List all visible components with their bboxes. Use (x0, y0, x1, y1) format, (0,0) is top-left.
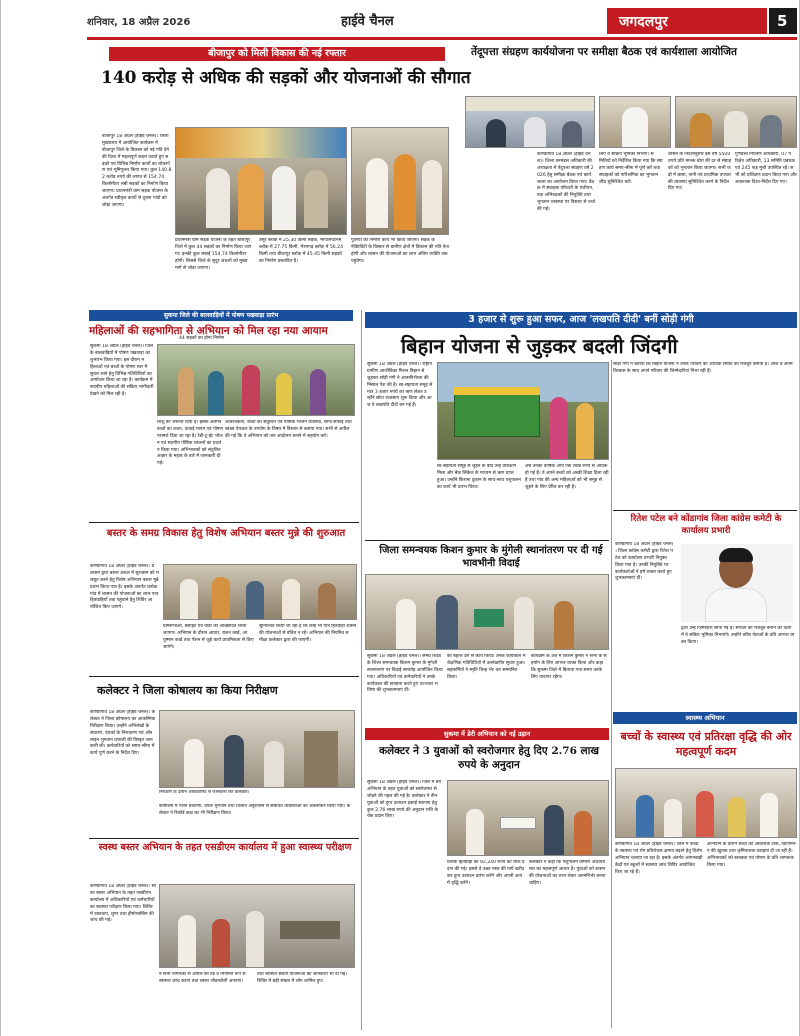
s10-headline: कलेक्टर ने 3 युवाओं को स्वरोजगार हेतु दिए 2.76 लाख रुपये के अनुदान (378, 745, 599, 772)
s8-portrait (681, 544, 793, 622)
s1-footer: 44 सड़कों का होगा निर्माण (179, 336, 225, 341)
s3-col2: शिशु की जरूरत दिया है। इसके अंतर्गत बच्चों का वजन, ऊंचाई मापन एवं पोषण परामर्श दिया जा रहा है। रेडी-टू-ईट भोजन एवं स्थानीय पौष्टिक व्यंजनों का प्रदर्शन किया गया। अभिभावकों को संतुलित आहार के महत्व के बारे में जानकारी दी गई। (157, 420, 223, 467)
s5-photo (159, 710, 355, 788)
s8-rule (613, 510, 797, 511)
s7-col2: की बेहतर ढंग से कार्य किया। उनके कार्यकाल में शैक्षणिक गतिविधियों में उल्लेखनीय सुधार हुआ। सहकर्मियों ने स्मृति चिन्ह भेंट कर सम्मानित किया। (447, 654, 526, 680)
masthead-title: हाईवे चैनल (341, 14, 394, 29)
masthead-rule (87, 37, 797, 40)
s2-col1: कोण्डागांव 18 अप्रैल (हाईवे चैनल)। जिला वनमंडल अधिकारी की अध्यक्षता में तेंदूपत्ता संग्रहण वर्ष 2026 हेतु समीक्षा बैठक एवं कार्यशाला का आयोजन किया गया। बैठक में संग्राहक परिवारों के पंजीयन, फड़ अभिरक्षकों की नियुक्ति तथा भुगतान व्यवस्था पर विस्तार से चर्चा की गई। (537, 152, 595, 213)
s1-banner-graphic (176, 128, 347, 158)
s3-photo (157, 344, 355, 416)
s1-col4: पुलियों का निर्माण कार्य भी किया जाएगा। सड़क कनेक्टिविटी के विस्तार से ग्रामीण क्षेत्रों में विकास की गति तेज होगी और शासन की योजनाओं का लाभ अंतिम व्यक्ति तक पहुंचेगा। (351, 238, 449, 264)
s2-col2: लिए वे सक्रिय भूमिका निभाएं। समितियों को निर्देशित किया गया कि संग्रहण कार्य समय-सीमा में पूर्ण करें तथा संग्राहकों को पारिश्रमिक का भुगतान शीघ्र सुनिश्चित करें। (599, 152, 663, 185)
s5-headline: कलेक्टर ने जिला कोषालय का किया निरीक्षण (97, 684, 278, 697)
s3-col3: आवश्यकता, बच्चों की संतुलित एवं पौष्टिक भोजन व्यवस्था, साफ-सफाई तथा स्वच्छ पेयजल के उपयोग के विषय में विस्तार से बताया गया। सभी से अपील की गई कि वे अभियान को जन आंदोलन बनाने में सहयोग करें। (225, 420, 352, 439)
masthead-page-number: 5 (777, 12, 788, 30)
s5-col2: कोषालय में पेंशन प्रकरणों, देयक भुगतान तथा वित्तीय अनुशासन से संबंधित व्यवस्थाओं का अवलोकन किया गया। कलेक्टर ने रिकॉर्ड कक्ष का भी निरीक्षण किया। (159, 804, 351, 816)
s11-col3: तथा स्वास्थ्य संबंधी योजनाओं की जानकारी भी दी गई। शिविर में बड़ी संख्या में लोग शामिल हुए। (257, 972, 347, 984)
s1-col3: उसूर ब्लॉक में 25.30 किमी सड़क, भोपालपटनम ब्लॉक में 27.75 किमी, भैरमगढ़ ब्लॉक में 56.24 किमी तथा बीजापुर ब्लॉक में 45.45 किमी सड़कों का निर्माण प्रस्तावित है। (259, 238, 344, 264)
s10-col3: कलेक्टर ने कहा कि पशुपालन ग्रामीण अर्थव्यवस्था का महत्वपूर्ण आधार है। युवाओं को शासन की योजनाओं का लाभ लेकर आत्मनिर्भर बनना चाहिए। (529, 860, 606, 886)
s10-col2: प्रत्येक हितग्राही को 92,240 रुपये की राशि प्रदान की गई। इससे वे उन्नत नस्ल की गायें खरीदकर दुग्ध उत्पादन प्रारंभ करेंगे और अपनी आय में वृद्धि करेंगे। (447, 860, 525, 886)
s9-col1: कोण्डागांव 18 अप्रैल (हाईवे चैनल)। जिले में बच्चों के स्वास्थ्य एवं रोग प्रतिरोधक क्षमता बढ़ाने हेतु विशेष अभियान चलाया जा रहा है। इसके अंतर्गत आंगनबाड़ी केंद्रों एवं स्कूलों में स्वास्थ्य जांच शिविर आयोजित किए जा रहे हैं। (615, 842, 703, 875)
s4-rule (89, 522, 359, 523)
s8-headline: रितेश पटेल बने कोंडागांव जिला कांग्रेस कमेटी के कार्यालय प्रभारी (630, 514, 782, 536)
s6-headline: बिहान योजना से जुड़कर बदली जिंदगी (401, 334, 678, 358)
s4-col2: ग्रामसभाओं, बसाहट एवं वार्डों को आच्छादित किया जाएगा। अभियान के दौरान आधार, राशन कार्ड, आयुष्मान कार्ड तथा पेंशन से जुड़े कार्य प्राथमिकता से किए जाएंगे। (163, 624, 254, 650)
s9-photo (615, 768, 797, 838)
s1-col2: प्रधानमंत्री ग्राम सड़क योजना के तहत बीजापुर जिले में कुल 44 सड़कों का निर्माण किया जाएगा। इनकी कुल लंबाई 154.74 किलोमीटर होगी। जिससे जिले के सुदूर अंचलों को मुख्य मार्ग से जोड़ा जाएगा। (175, 238, 252, 271)
s2-headline: तेंदूपत्ता संग्रहण कार्ययोजना पर समीक्षा बैठक एवं कार्यशाला आयोजित (471, 46, 737, 58)
s8-col2: द्वारा उन्हें जिम्मेदारी सौंपी गई है। संगठन को मजबूत बनाने की दिशा में वे सक्रिय भूमिका निभाएंगे। उन्होंने वरिष्ठ नेताओं के प्रति आभार व्यक्त किया। (681, 626, 795, 645)
s4-col1: कोण्डागांव 18 अप्रैल (हाईवे चैनल)। प्रशासन द्वारा बस्तर अंचल में सुशासन को मजबूत करने हेतु विशेष अभियान बस्तर मुन्ने प्रारंभ किया गया है। इसके अंतर्गत प्रत्येक गांव में शासन की योजनाओं का लाभ पात्र हितग्राहियों तक पहुंचाने हेतु शिविर आयोजित किए जाएंगे। (90, 564, 159, 611)
s1-photo (175, 127, 347, 235)
s2-photo-right (675, 96, 797, 148)
s1-strap: बीजापुर को मिली विकास की नई रफ्तार (109, 47, 445, 61)
column-divider-right (611, 360, 612, 1028)
s7-col3: कार्यक्रम के अंत में किशन कुमार ने सभी के सहयोग के लिए आभार व्यक्त किया और कहा कि सुकमा जिले में बिताया गया समय उनके लिए यादगार रहेगा। (531, 654, 607, 680)
s5-col1: कोण्डागांव 18 अप्रैल (हाईवे चैनल)। कलेक्टर ने जिला कोषालय का आकस्मिक निरीक्षण किया। उन्होंने अभिलेखों के संधारण, देयकों के निराकरण एवं ऑनलाइन भुगतान प्रणाली की विस्तृत जानकारी ली। कर्मचारियों को समय-सीमा में कार्य पूर्ण करने के निर्देश दिए। (90, 710, 156, 757)
s2-photo-left (465, 96, 595, 148)
s6-photo (437, 362, 609, 460)
s10-photo (447, 780, 609, 856)
s8-col1: कोण्डागांव 18 अप्रैल (हाईवे चैनल)। जिला कांग्रेस कमेटी द्वारा रितेश पटेल को कार्यालय प्रभारी नियुक्त किया गया है। उनकी नियुक्ति पर कार्यकर्ताओं ने हर्ष व्यक्त करते हुए शुभकामनाएं दीं। (615, 542, 674, 582)
s2-col3: शासन के निर्देशानुसार इस वर्ष 5500 रुपये प्रति मानक बोरा की दर से संग्राहकों को भुगतान किया जाएगा। सभी फड़ों में छाया, पानी एवं प्राथमिक उपचार की व्यवस्था सुनिश्चित करने के निर्देश दिए गए। (668, 152, 732, 192)
s3-col1: सुकमा 18 अप्रैल (हाईवे चैनल)। जिले के बालवाड़ियों में पोषण पखवाड़ा का शुभारंभ किया गया। इस दौरान महिलाओं एवं बच्चों के पोषण स्तर में सुधार लाने हेतु विभिन्न गतिविधियों का आयोजन किया जा रहा है। कार्यक्रम में स्थानीय महिलाओं की सक्रिय भागीदारी देखने को मिल रही है। (90, 344, 154, 398)
s11-rule (89, 838, 359, 839)
s11-headline: स्वस्थ बस्तर अभियान के तहत एसडीएम कार्यालय में हुआ स्वास्थ्य परीक्षण (98, 842, 352, 853)
s4-col3: सुनिश्चित किया जा रहा है कि कोई भी पात्र हितग्राही शासन की योजनाओं से वंचित न रहे। अभियान की नियमित समीक्षा कलेक्टर द्वारा की जाएगी। (259, 624, 357, 643)
s9-headline: बच्चों के स्वास्थ्य एवं प्रतिरक्षा वृद्धि की ओर महत्वपूर्ण कदम (620, 730, 792, 758)
s5-rule (89, 676, 359, 677)
column-divider (361, 310, 362, 1030)
s6-col3: अब उनकी वार्षिक आय एक लाख रुपये से अधिक हो गई है। वे अपने बच्चों को अच्छी शिक्षा दिला रही हैं तथा गांव की अन्य महिलाओं को भी समूह से जुड़ने के लिए प्रेरित कर रही हैं। (525, 464, 609, 490)
s7-col1: सुकमा 18 अप्रैल (हाईवे चैनल)। समग्र शिक्षा के जिला समन्वयक किशन कुमार के मुंगेली स्थानांतरण पर विदाई समारोह आयोजित किया गया। अधिकारियों एवं कर्मचारियों ने उनके कार्यकाल की सराहना करते हुए उज्ज्वल भविष्य की शुभकामनाएं दीं। (367, 654, 443, 694)
masthead (1, 0, 800, 40)
s3-strap: सुकमा जिले की बालवाड़ियों में पोषण पखवाड़ा प्रारंभ (89, 310, 353, 321)
s4-headline: बस्तर के समग्र विकास हेतु विशेष अभियान बस्तर मुन्ने की शुरुआत (106, 528, 346, 539)
s10-col1: सुकमा 18 अप्रैल (हाईवे चैनल)। जिले में डेरी अभियान के तहत युवाओं को स्वरोजगार से जोड़ने की पहल की गई है। कलेक्टर ने तीन युवाओं को दुग्ध उत्पादन इकाई स्थापना हेतु कुल 2.76 लाख रुपये की अनुदान राशि के चेक प्रदान किए। (367, 780, 442, 820)
s11-col1: कोण्डागांव 18 अप्रैल (हाईवे चैनल)। स्वस्थ बस्तर अभियान के तहत एसडीएम कार्यालय में अधिकारियों एवं कर्मचारियों का स्वास्थ्य परीक्षण किया गया। शिविर में रक्तचाप, शुगर तथा हीमोग्लोबिन की जांच की गई। (90, 884, 156, 924)
masthead-date: शनिवार, 18 अप्रैल 2026 (87, 17, 191, 28)
s4-photo (163, 564, 357, 620)
s7-headline: जिला समन्वयक किशन कुमार के मुंगेली स्थानांतरण पर दी गई भावभीनी विदाई (379, 545, 603, 569)
s9-col2: अभियान के दौरान बच्चों को आवश्यक टीके, विटामिन-ए की खुराक तथा कृमिनाशक दवाइयां दी जा रही हैं। अभिभावकों को स्वच्छता एवं पोषण के प्रति जागरूक किया गया। (707, 842, 797, 868)
s1-headline: 140 करोड़ से अधिक की सड़कों और योजनाओं की सौगात (101, 68, 471, 88)
s1-col1: बीजापुर 18 अप्रैल (हाईवे चैनल)। जिला मुख्यालय में आयोजित कार्यक्रम में बीजापुर जिले के विकास को नई गति देने की दिशा में महत्वपूर्ण कदम उठाते हुए सड़कों एवं विभिन्न निर्माण कार्यों का लोकार्पण एवं भूमिपूजन किया गया। कुल 140.82 करोड़ रुपये की लागत से 154.74 किलोमीटर लंबी सड़कों का निर्माण किया जाएगा। प्रधानमंत्री ग्राम सड़क योजना के अंतर्गत स्वीकृत कार्यों से दूरस्थ गांवों को जोड़ा जाएगा। (102, 134, 172, 208)
s6-col1: सुकमा 18 अप्रैल (हाईवे चैनल)। राष्ट्रीय ग्रामीण आजीविका मिशन बिहान से जुड़कर सोड़ी गंगी ने आत्मनिर्भरता की मिसाल पेश की है। स्व-सहायता समूह से मात्र 3 हजार रुपये का ऋण लेकर उन्होंने छोटा व्यवसाय शुरू किया और आज वे लखपति दीदी बन गई हैं। (367, 362, 433, 409)
s7-rule (365, 540, 609, 541)
s7-photo (365, 574, 609, 650)
s10-strap: सुकमा में डेरी अभियान को नई उड़ान (365, 728, 609, 740)
s6-col2: स्व-सहायता समूह से जुड़ने के बाद उन्हें प्रशिक्षण मिला और बैंक लिंकेज के माध्यम से ऋण प्राप्त हुआ। उन्होंने किराना दुकान के साथ-साथ पशुपालन का कार्य भी प्रारंभ किया। (437, 464, 521, 490)
s9-strap: स्वास्थ्य अभियान (613, 712, 797, 724)
s6-col4: सोड़ी गंगी ने बताया कि बिहान योजना ने उनके परिवार की आर्थिक स्थिति को मजबूत बनाया है। आज वे आत्मविश्वास के साथ अपने परिवार की जिम्मेदारियां निभा रही हैं। (613, 362, 793, 374)
s6-strap: 3 हजार से शुरू हुआ सफर, आज 'लखपति दीदी' बनीं सोड़ी गंगी (365, 312, 797, 328)
s2-photo-center (599, 96, 671, 148)
s2-col4: गुणवत्ता नियंत्रण अधिकारी, 07 परिक्षेत्र अधिकारी, 13 समिति प्रबंधक एवं 245 फड़ मुंशी उपस्थित रहे। सभी को प्रशिक्षण प्रदान किया गया और आवश्यक दिशा-निर्देश दिए गए। (735, 152, 797, 185)
s3-headline: महिलाओं की सहभागिता से अभियान को मिल रहा नया आयाम (89, 325, 328, 337)
s11-photo (159, 884, 355, 968)
s11-col2: ने सभी नागरिकों से अपील की कि वे नियमित रूप से स्वास्थ्य जांच कराएं तथा स्वस्थ जीवनशैली अपनाएं। (159, 972, 246, 984)
masthead-city: जगदलपुर (619, 14, 668, 30)
s5-caption: निरीक्षण के दौरान अधिकारियों से जानकारी लेते कलेक्टर। (159, 790, 250, 795)
s1-photo-2 (351, 127, 449, 235)
